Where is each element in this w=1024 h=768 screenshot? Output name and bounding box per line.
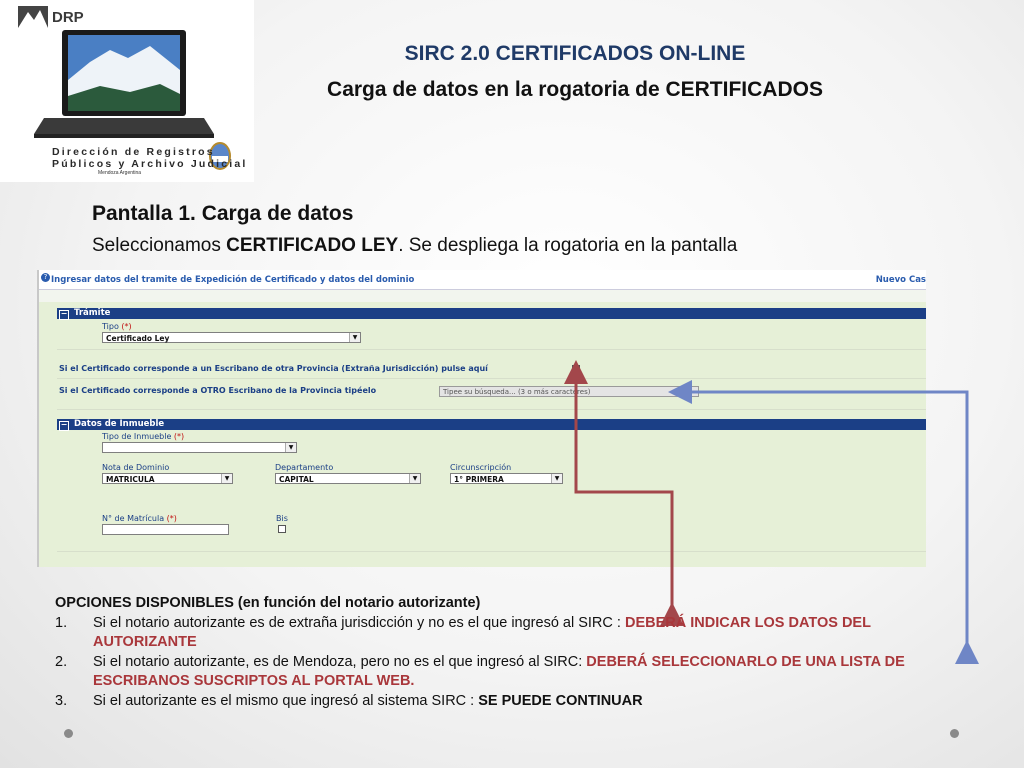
chevron-down-icon: ▼ bbox=[349, 333, 360, 342]
otro-escribano-label: Si el Certificado corresponde a OTRO Escribano de la Provincia tipéelo bbox=[59, 386, 377, 395]
option-number: 1. bbox=[55, 614, 68, 631]
help-icon[interactable]: ? bbox=[41, 273, 50, 282]
circunscripcion-value: 1° PRIMERA bbox=[454, 475, 504, 484]
collapse-icon[interactable]: − bbox=[60, 420, 68, 429]
nota-dominio-label: Nota de Dominio bbox=[102, 463, 170, 472]
option-number: 2. bbox=[55, 653, 68, 670]
extrana-jurisdiccion-label: Si el Certificado corresponde a un Escribano de otra Provincia (Extraña Jurisdicción) pulse aquí bbox=[59, 364, 488, 373]
org-name-line1: Dirección de Registros bbox=[52, 146, 215, 158]
circunscripcion-label: Circunscripción bbox=[450, 463, 512, 472]
description-prefix: Seleccionamos bbox=[92, 235, 227, 256]
description-bold: CERTIFICADO LEY bbox=[226, 235, 399, 256]
option-text: Si el notario autorizante es de extraña jurisdicción y no es el que ingresó al SIRC : bbox=[93, 614, 625, 631]
option-number: 3. bbox=[55, 692, 68, 709]
decorative-dot bbox=[64, 729, 73, 738]
option-text: Si el autorizante es el mismo que ingresó al sistema SIRC : bbox=[93, 692, 479, 709]
description-suffix: . Se despliega la rogatoria en la pantalla bbox=[398, 235, 738, 256]
matricula-label: N° de Matrícula (*) bbox=[102, 514, 177, 523]
nota-dominio-value: MATRICULA bbox=[106, 475, 155, 484]
option-emphasis: DEBERÁ INDICAR LOS DATOS DEL AUTORIZANTE bbox=[93, 614, 871, 650]
tipo-label: Tipo (*) bbox=[102, 322, 132, 331]
departamento-label: Departamento bbox=[275, 463, 334, 472]
red-arrow bbox=[576, 372, 672, 614]
new-case-link[interactable]: Nuevo Cas bbox=[875, 275, 926, 285]
option-text: Si el notario autorizante, es de Mendoza, pero no es el que ingresó al SIRC: bbox=[93, 653, 587, 670]
decorative-dot bbox=[950, 729, 959, 738]
org-name-line3: Mendoza Argentina bbox=[98, 170, 142, 176]
option-emphasis: SE PUEDE CONTINUAR bbox=[478, 692, 643, 709]
chevron-down-icon: ▼ bbox=[409, 474, 420, 483]
collapse-icon[interactable]: − bbox=[60, 309, 68, 318]
section-inmueble-label: Datos de Inmueble bbox=[74, 419, 165, 429]
brand-name: DRP bbox=[52, 9, 84, 26]
chevron-down-icon: ▼ bbox=[285, 443, 296, 452]
required-mark: (*) bbox=[121, 322, 132, 331]
org-name-line2: Públicos y Archivo Judicial bbox=[52, 158, 248, 170]
option-item bbox=[55, 614, 955, 653]
option-emphasis: DEBERÁ SELECCIONARLO DE UNA LISTA DE ESCRIBANOS SUSCRIPTOS AL PORTAL WEB. bbox=[93, 653, 905, 689]
option-item bbox=[55, 692, 955, 712]
required-mark: (*) bbox=[173, 432, 185, 441]
option-item bbox=[55, 653, 955, 692]
escribano-search-input[interactable]: Tipee su búsqueda... (3 o más caracteres) bbox=[439, 386, 699, 397]
page-title: SIRC 2.0 CERTIFICADOS ON-LINE bbox=[404, 42, 746, 65]
page-subtitle: Carga de datos en la rogatoria de CERTIFICADOS bbox=[327, 78, 823, 101]
departamento-value: CAPITAL bbox=[279, 475, 314, 484]
section-tramite-label: Trámite bbox=[74, 308, 111, 318]
tipo-inmueble-label: Tipo de Inmueble (*) bbox=[102, 432, 185, 441]
required-mark: (*) bbox=[166, 514, 177, 523]
section-heading: Pantalla 1. Carga de datos bbox=[92, 202, 354, 225]
options-heading: OPCIONES DISPONIBLES (en función del notario autorizante) bbox=[55, 595, 481, 611]
options-list bbox=[55, 594, 955, 711]
bis-label: Bis bbox=[276, 514, 288, 523]
chevron-down-icon: ▼ bbox=[551, 474, 562, 483]
form-header-title: Ingresar datos del tramite de Expedición de Certificado y datos del dominio bbox=[51, 275, 415, 285]
tipo-select-value: Certificado Ley bbox=[106, 334, 170, 343]
chevron-down-icon: ▼ bbox=[221, 474, 232, 483]
